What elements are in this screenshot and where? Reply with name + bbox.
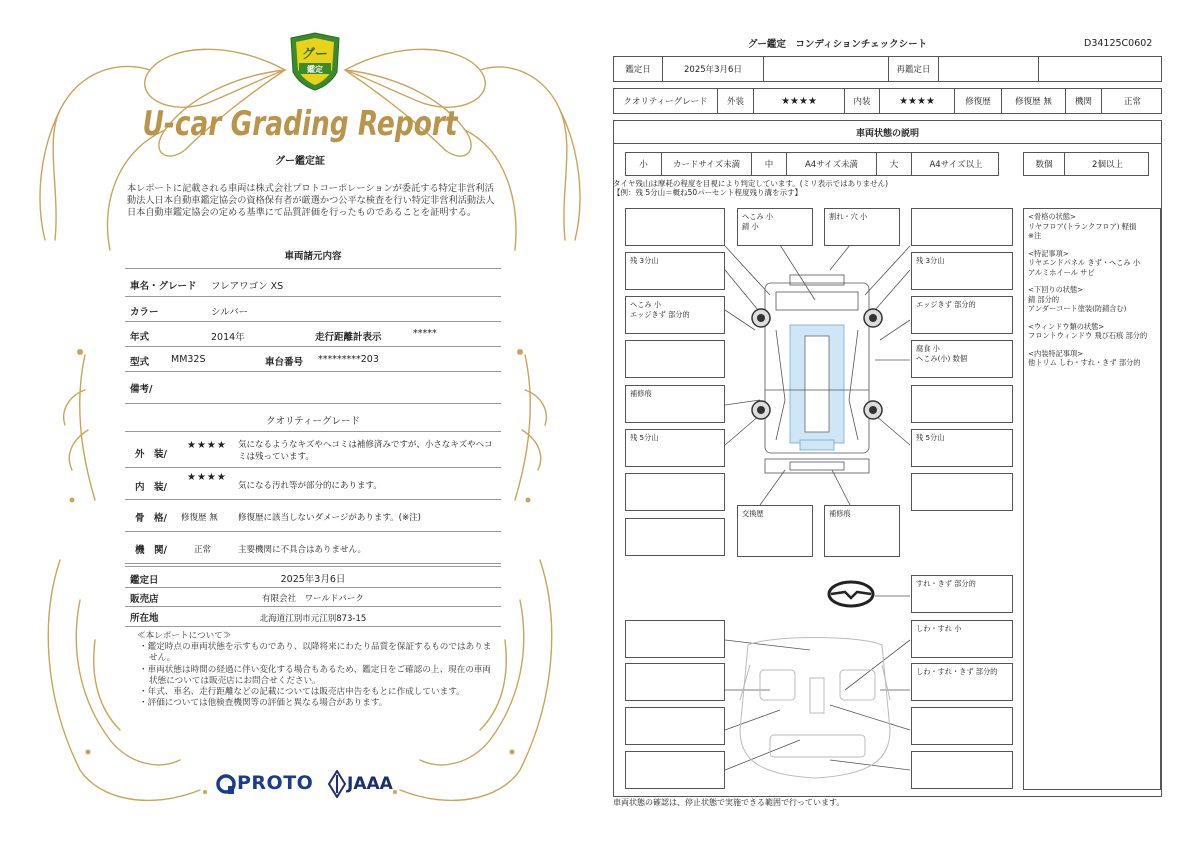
diagram-box-left-9 <box>625 620 725 658</box>
spec-row-name <box>125 270 501 297</box>
note-text: 他トリム しわ・すれ・きず 部分的 <box>1028 358 1141 367</box>
proto-logo: PROTO <box>237 772 314 794</box>
mileage-value: ***** <box>413 328 437 339</box>
diagram-box-left-11 <box>625 707 725 745</box>
note-heading: <下回りの状態> <box>1028 285 1084 294</box>
frame-value: 修復歴 無 <box>181 513 218 523</box>
quality-grade-title: クオリティーグレード <box>265 416 361 427</box>
chassis-label: 車台番号 <box>265 357 304 368</box>
dealer-value: 有限会社 ワールドパーク <box>262 594 364 604</box>
underbody-note <box>1028 285 1156 314</box>
interior-special-note <box>1028 349 1156 368</box>
note-item: ・鑑定時点の車両状態を示すものであり、以降将来にわたり品質を保証するものではありません。 <box>139 642 492 664</box>
jaaa-logo: JAAA <box>347 774 393 794</box>
certificate-subtitle: グー鑑定証 <box>275 156 325 167</box>
sheet-engine-label: 機関 <box>1065 89 1101 113</box>
diagram-box-right-5 <box>911 385 1013 423</box>
color-label: カラー <box>130 307 159 318</box>
diagram-box-right-tire-front: 残 3分山 <box>911 252 1013 290</box>
diagram-box-left-tire-front: 残 3分山 <box>625 252 725 290</box>
certificate-title <box>0 95 600 155</box>
spec-row-color <box>125 297 501 322</box>
sheet-exterior-label: 外装 <box>717 89 753 113</box>
sheet-repair-label: 修復歴 <box>954 89 1001 113</box>
special-note <box>1028 249 1156 278</box>
note-text: 錆 部分的 アンダーコート塗装(防錆含む) <box>1028 294 1127 313</box>
diagram-box-front-center-left: へこみ 小 錆 小 <box>737 208 813 246</box>
date-row <box>125 566 501 588</box>
dealer-row <box>125 588 501 607</box>
sheet-title: グー鑑定 コンディションチェックシート <box>747 39 928 50</box>
frame-comment: 修復歴に該当しないダメージがあります。(※注) <box>238 513 421 523</box>
diagram-box-right-1 <box>911 208 1013 246</box>
exterior-label: 外 装/ <box>135 449 167 460</box>
note-item: ・評価については他検査機関等の評価と異なる場合があります。 <box>139 698 388 709</box>
sheet-date-value: 2025年3月6日 <box>662 57 763 81</box>
chassis-value: *********203 <box>318 354 379 365</box>
diagram-box-right-11 <box>911 707 1013 745</box>
sheet-footer: 車両状態の確認は、停止状態で実施できる範囲で行っています。 <box>613 798 845 807</box>
engine-row <box>125 532 501 564</box>
diagram-box-right-front-door: エッジきず 部分的 <box>911 296 1013 334</box>
sheet-recheck-label: 再鑑定日 <box>888 57 938 81</box>
proto-mark-icon <box>215 772 237 796</box>
exterior-stars: ★★★★ <box>187 440 227 451</box>
svg-text:鑑定: 鑑定 <box>307 65 323 74</box>
diagram-box-left-front-door: へこみ 小 エッジきず 部分的 <box>625 296 725 334</box>
address-row <box>125 607 501 627</box>
diagram-box-seat-1: しわ・すれ 小 <box>911 620 1013 658</box>
color-value: シルバー <box>211 307 249 318</box>
spec-row-model <box>125 347 501 372</box>
count-label: 数個 <box>1035 160 1053 170</box>
interior-stars: ★★★★ <box>187 472 227 483</box>
year-label: 年式 <box>130 332 150 343</box>
sheet-exterior-stars: ★★★★ <box>753 89 844 113</box>
note-heading: <ウィンドウ類の状態> <box>1028 321 1105 331</box>
sheet-engine-value: 正常 <box>1101 89 1163 113</box>
diagram-box-rear-left: 交換歴 <box>737 505 813 557</box>
svg-text:グー: グー <box>301 47 329 62</box>
frame-row <box>125 500 501 532</box>
legend-large-key: 大 <box>876 153 911 175</box>
svg-text:U-car Grading Report: U-car Grading Report <box>142 104 459 144</box>
remarks-label: 備考/ <box>130 384 153 395</box>
legend-small-key: 小 <box>639 160 648 170</box>
diagram-box-right-12 <box>911 751 1013 789</box>
note-text: フロントウィンドウ 飛び石痕 部分的 <box>1028 331 1148 340</box>
note-text: リヤフロア(トランクフロア) 軽損 ※注 <box>1028 221 1137 240</box>
diagram-box-left-10 <box>625 663 725 701</box>
sheet-id: D34125C0602 <box>1084 38 1153 49</box>
interior-diagram <box>740 638 890 779</box>
diagram-box-steering: すれ・きず 部分的 <box>911 575 1013 613</box>
spec-section-title: 車両諸元内容 <box>125 248 501 269</box>
exterior-comment: 気になるようなキズやヘコミは補修済みですが、小さなキズやヘコミは残っています。 <box>238 440 493 462</box>
mileage-label: 走行距離計表示 <box>315 332 382 343</box>
diagram-box-right-mid: 腐食 小 へこみ(小) 数個 <box>911 340 1013 378</box>
engine-label: 機 関/ <box>135 545 167 556</box>
note-heading: <特記事項> <box>1028 248 1069 258</box>
diagram-box-left-1 <box>625 208 725 246</box>
note-item: ・車両状態は時間の経過に伴い変化する場合もあるため、鑑定日をご確認の上、現在の車両状態については販売店にお問合せください。 <box>139 664 492 686</box>
diagram-box-left-rear: 補修痕 <box>625 385 725 423</box>
diagram-box-left-12 <box>625 751 725 789</box>
diagram-box-right-tire-rear: 残 5分山 <box>911 429 1013 467</box>
report-notes <box>137 631 497 709</box>
footer-logos <box>215 768 415 802</box>
spec-row-year <box>125 322 501 347</box>
spec-row-remarks <box>125 372 501 404</box>
model-label: 型式 <box>130 357 150 368</box>
address-value: 北海道江別市元江別873-15 <box>259 614 367 624</box>
date-label: 鑑定日 <box>130 575 159 586</box>
note-item: ・年式、車名、走行距離などの記載については販売店申告をもとに作成しています。 <box>139 687 465 698</box>
engine-value: 正常 <box>194 545 212 555</box>
name-grade-value: フレアワゴン XS <box>211 281 284 292</box>
interior-comment: 気になる汚れ等が部分的にあります。 <box>238 481 382 491</box>
legend-medium-key: 中 <box>751 153 786 175</box>
legend-medium-value: A4サイズ未満 <box>786 153 876 175</box>
diagram-box-left-8 <box>625 518 725 556</box>
tire-note-line-2: 【例：残 5分山＝概ね50パーセント程度残り溝を示す】 <box>613 188 803 197</box>
legend-small-value: カードサイズ未満 <box>661 153 751 175</box>
quality-grade-title-row <box>125 404 501 432</box>
condition-notes-panel <box>1023 208 1161 790</box>
window-note <box>1028 322 1156 341</box>
legend-large-value: A4サイズ以上 <box>911 153 1000 175</box>
diagram-box-left-tire-rear: 残 5分山 <box>625 429 725 467</box>
date-value: 2025年3月6日 <box>280 574 346 585</box>
address-label: 所在地 <box>130 613 159 624</box>
qg-label: クオリティーグレード <box>623 97 708 107</box>
condition-check-sheet <box>600 0 1200 848</box>
diagram-box-front-center-right: 割れ・穴 小 <box>824 208 900 246</box>
note-heading: <内装特記事項> <box>1028 348 1084 358</box>
state-title: 車両状態の説明 <box>614 121 1161 144</box>
interior-label: 内 装/ <box>135 482 167 493</box>
interior-row <box>125 468 501 500</box>
engine-comment: 主要機関に不具合はありません。 <box>238 545 367 555</box>
name-grade-label: 車名・グレード <box>130 281 197 292</box>
steering-wheel-icon <box>829 582 873 606</box>
frame-label: 骨 格/ <box>135 513 167 524</box>
goo-kantei-badge-logo <box>287 32 343 92</box>
dealer-label: 販売店 <box>130 594 159 605</box>
count-value: 2個以上 <box>1064 153 1150 175</box>
year-value: 2014年 <box>211 332 245 343</box>
sheet-interior-label: 内装 <box>844 89 879 113</box>
tire-note-line-1: タイヤ残山は摩耗の程度を目視により判定しています。(ミリ表示ではありません) <box>613 179 889 188</box>
diagram-box-seat-2: しわ・すれ・きず 部分的 <box>911 663 1013 701</box>
sheet-interior-stars: ★★★★ <box>879 89 954 113</box>
frame-state-note <box>1028 212 1156 241</box>
exterior-row <box>125 432 501 468</box>
sheet-date-label: 鑑定日 <box>625 65 651 75</box>
diagram-box-right-7 <box>911 473 1013 511</box>
notes-title: ≪本レポートについて≫ <box>137 631 232 641</box>
diagram-box-left-7 <box>625 473 725 511</box>
note-heading: <骨格の状態> <box>1028 212 1076 221</box>
diagram-box-rear-right: 補修痕 <box>824 505 900 557</box>
sheet-repair-value: 修復歴 無 <box>1001 89 1065 113</box>
model-value: MM32S <box>171 354 206 365</box>
jaaa-mark-icon <box>327 770 347 798</box>
diagram-box-left-4 <box>625 340 725 378</box>
certificate-statement: 本レポートに記載される車両は株式会社プロトコーポレーションが委託する特定非営利活動法人日本自動車鑑定協会の資格保有者が厳選かつ公平な検査を行い特定非営利活動法人日本自動車鑑定協会の定める基準にて品質評価を行ったものであることを証明する。 <box>127 183 495 218</box>
note-text: リヤエンドパネル きず・へこみ 小 アルミホイール サビ <box>1028 258 1141 277</box>
